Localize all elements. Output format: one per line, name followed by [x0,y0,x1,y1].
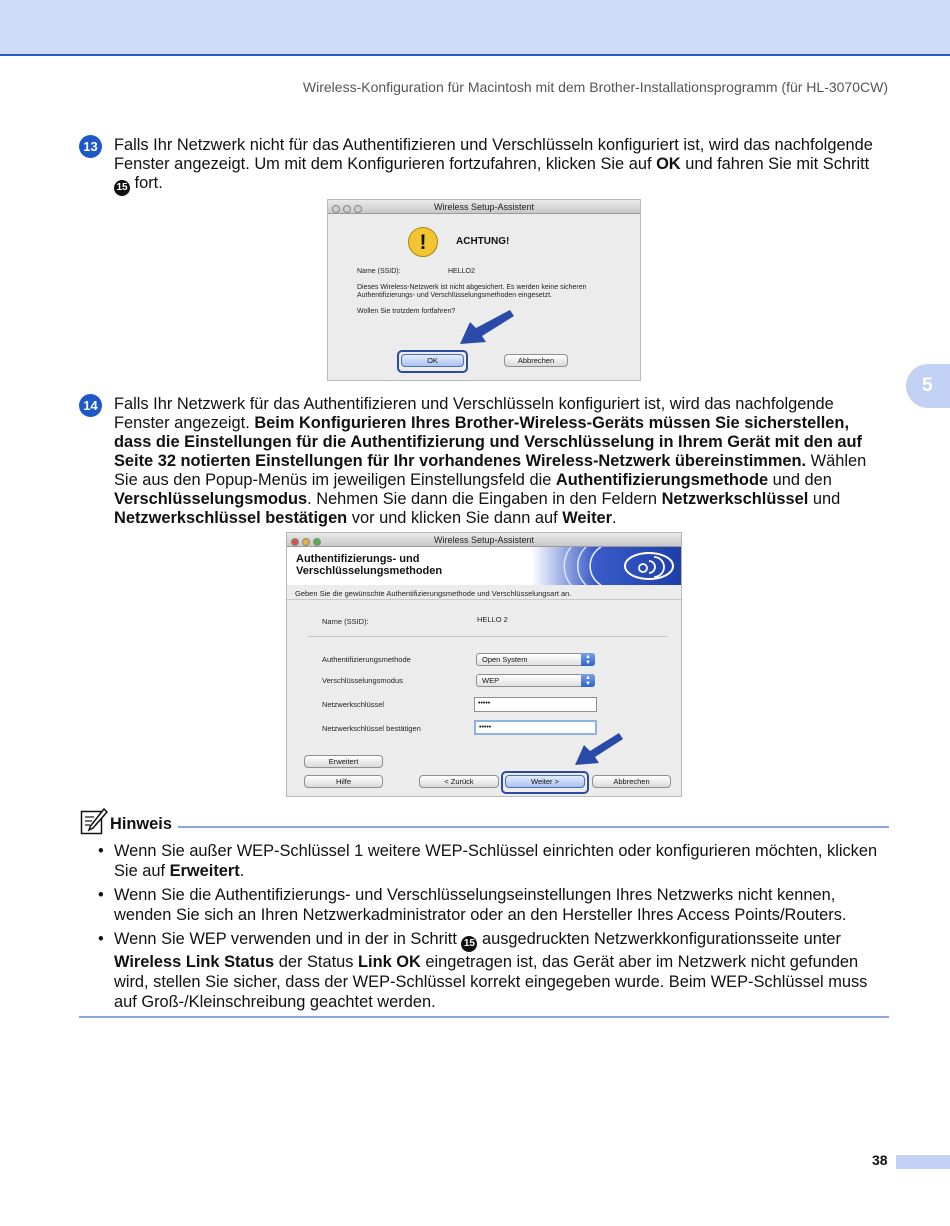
advanced-button[interactable]: Erweitert [304,755,383,768]
next-button[interactable]: Weiter > [505,775,585,788]
encryption-dialog-screenshot [286,532,682,797]
divider [287,599,681,600]
updown-arrows-icon: ▲ ▼ [581,674,595,687]
step-number-badge: 13 [79,135,102,158]
confirm-key-input[interactable]: ••••• [474,720,597,735]
minimize-window-icon[interactable] [302,538,310,546]
encryption-mode-select[interactable]: WEP ▲ ▼ [476,674,595,687]
help-button[interactable]: Hilfe [304,775,383,788]
dialog-title: Wireless Setup-Assistent [433,535,535,545]
wireless-logo-icon [531,547,681,585]
zoom-window-icon[interactable] [354,205,362,213]
warning-icon: ! [408,227,438,257]
step-reference-badge: 15 [461,936,477,952]
dialog-header-title: Authentifizierungs- und Verschlüsselungsmethoden [296,553,443,577]
confirm-key-label: Netzwerkschlüssel bestätigen [322,724,421,733]
note-list [98,841,893,1016]
close-window-icon[interactable] [332,205,340,213]
list-item: • Wenn Sie die Authentifizierungs- und Verschlüsselungseinstellungen Ihres Netzwerks nicht kennen, wenden Sie sich an Ihren Netzwerkadministrator oder an den Hersteller Ihres Access Points/Routers. [98,885,893,925]
dialog-header-banner [287,547,681,585]
divider [307,636,667,637]
ssid-value: HELLO 2 [477,615,508,624]
note-pencil-icon [80,808,108,836]
dialog-titlebar [328,200,640,214]
chapter-tab: 5 [906,364,950,408]
warning-line-1: Dieses Wireless-Netzwerk ist nicht abgesichert. Es werden keine sicheren [357,284,587,291]
note-end-rule [79,1016,889,1018]
zoom-window-icon[interactable] [313,538,321,546]
pointer-arrow-icon [575,731,623,767]
note-rule [178,826,889,828]
network-key-label: Netzwerkschlüssel [322,700,385,709]
running-head: Wireless-Konfiguration für Macintosh mit dem Brother-Installationsprogramm (für HL-3070CW) [302,79,888,95]
list-item: • Wenn Sie außer WEP-Schlüssel 1 weitere WEP-Schlüssel einrichten oder konfigurieren möchten, klicken Sie auf Erweitert. [98,841,893,881]
warning-dialog-screenshot [327,199,641,381]
pointer-arrow-icon [458,306,514,346]
minimize-window-icon[interactable] [343,205,351,213]
cancel-button[interactable]: Abbrechen [592,775,671,788]
page-number: 38 [872,1152,888,1168]
step-13 [79,136,889,196]
page-tab [896,1155,950,1169]
cancel-button[interactable]: Abbrechen [504,354,568,367]
network-key-input[interactable]: ••••• [474,697,597,712]
step-14-text: Falls Ihr Netzwerk für das Authentifizieren und Verschlüsseln konfiguriert ist, wird das nachfolgende Fenster angezeigt. Beim Konfigurieren Ihres Brother-Wireless-Geräts müssen Sie sicherstellen, dass die Einstellungen für die Authentifizierung und Verschlüsselung in Ihrem Gerät mit den auf Seite 32 notierten Einstellungen für Ihr vorhandenes Wireless-Netzwerk übereinstimmen. Wählen Sie aus den Popup-Menüs im jeweiligen Einstellungsfeld die Authentifizierungsmethode und den Verschlüsselungsmodus. Nehmen Sie dann die Eingaben in den Feldern Netzwerkschlüssel und Netzwerkschlüssel bestätigen vor und klicken Sie dann auf Weiter. [114,395,867,527]
warning-line-2: Authentifizierungs- und Verschlüsselungsmethoden eingesetzt. [357,292,552,299]
step-14 [79,395,889,528]
dialog-titlebar [287,533,681,547]
warning-heading: ACHTUNG! [456,236,510,247]
close-window-icon[interactable] [291,538,299,546]
ssid-label: Name (SSID): [322,617,369,626]
ok-button[interactable]: OK [401,354,464,367]
step-number-badge: 14 [79,394,102,417]
back-button[interactable]: < Zurück [419,775,499,788]
top-header-band [0,0,950,56]
continue-question: Wollen Sie trotzdem fortfahren? [357,308,456,315]
list-item: • Wenn Sie WEP verwenden und in der in Schritt 15 ausgedruckten Netzwerkkonfigurationsseite unter Wireless Link Status der Status Link OK eingetragen ist, das Gerät aber im Netzwerk nicht gefunden wird, stellen Sie sicher, dass der WEP-Schlüssel korrekt eingegeben wurde. Beim WEP-Schlüssel muss auf Groß-/Kleinschreibung geachtet werden. [98,929,893,1012]
ssid-value: HELLO2 [448,268,475,275]
note-title: Hinweis [110,815,172,833]
dialog-title: Wireless Setup-Assistent [433,202,535,212]
auth-method-select[interactable]: Open System ▲ ▼ [476,653,595,666]
dialog-subtitle: Geben Sie die gewünschte Authentifizierungsmethode und Verschlüsselungsart an. [295,589,572,598]
updown-arrows-icon: ▲ ▼ [581,653,595,666]
step-reference-badge: 15 [114,180,130,196]
encryption-mode-label: Verschlüsselungsmodus [322,676,403,685]
auth-method-label: Authentifizierungsmethode [322,655,411,664]
step-13-text: Falls Ihr Netzwerk nicht für das Authentifizieren und Verschlüsseln konfiguriert ist, wird das nachfolgende Fenster angezeigt. Um mit dem Konfigurieren fortzufahren, klicken Sie auf OK und fahren Sie mit Schritt 15 fort. [114,136,889,196]
ssid-label: Name (SSID): [357,268,401,275]
